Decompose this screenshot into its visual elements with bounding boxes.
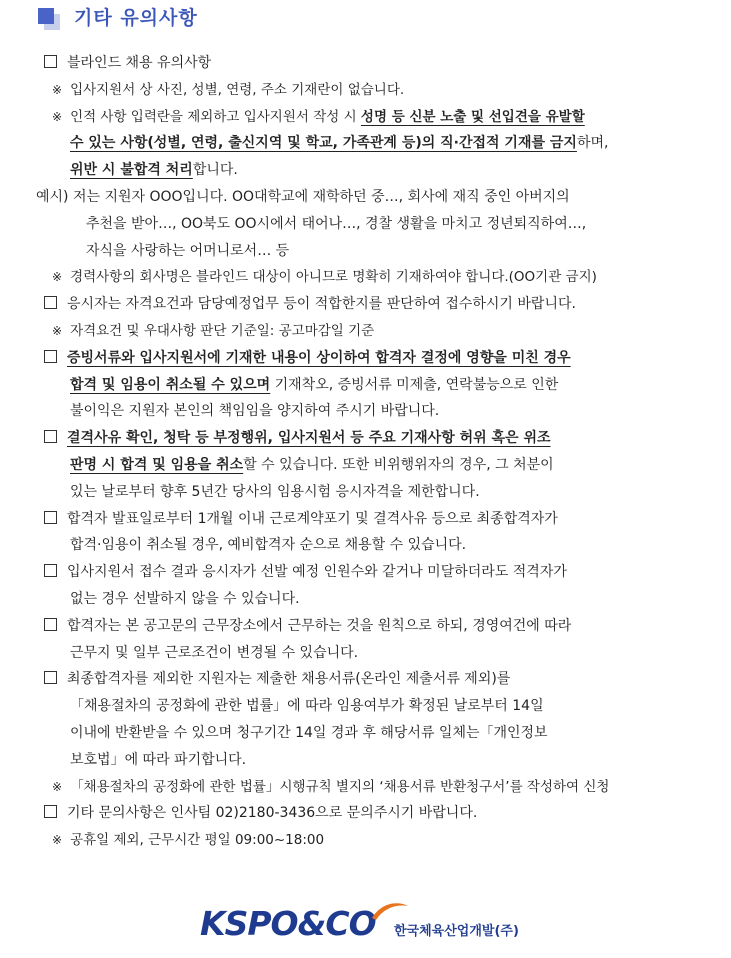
emphasis-text: 합격 및 임용이 취소될 수 있으며 (70, 376, 271, 393)
list-item: 합격자는 본 공고문의 근무장소에서 근무하는 것을 원칙으로 하되, 경영여건에 따라 (44, 613, 704, 640)
list-item: 기타 문의사항은 인사팀 02)2180-3436으로 문의주시기 바랍니다. (44, 800, 704, 827)
checkbox-icon (44, 430, 57, 443)
note-line-continued: 위반 시 불합격 처리합니다. (70, 162, 238, 179)
note-line-continued: 수 있는 사항(성별, 연령, 출신지역 및 학교, 가족관계 등)의 직·간접적 기재를 금지하며, (70, 135, 609, 152)
company-logo (200, 900, 540, 950)
checkbox-icon (44, 55, 57, 68)
emphasis-text: 판명 시 합격 및 임용을 취소 (70, 456, 244, 473)
reference-mark-icon: ※ (52, 833, 63, 848)
note-line: ※ 자격요건 및 우대사항 판단 기준일: 공고마감일 기준 (52, 322, 375, 339)
checkbox-icon (44, 671, 57, 684)
list-item-continued: 이내에 반환받을 수 있으며 청구기간 14일 경과 후 해당서류 일체는「개인정보 (70, 724, 548, 741)
note-line: ※ 입사지원서 상 사진, 성별, 연령, 주소 기재란이 없습니다. (52, 81, 405, 98)
note-line: ※ 「채용절차의 공정화에 관한 법률」시행규칙 별지의 ‘채용서류 반환청구서’를 작성하여 신청 (52, 778, 610, 795)
reference-mark-icon: ※ (52, 270, 63, 285)
checkbox-icon (44, 564, 57, 577)
list-item-continued: 「채용절차의 공정화에 관한 법률」에 따라 임용여부가 확정된 날로부터 14일 (70, 698, 544, 715)
list-item: 입사지원서 접수 결과 응시자가 선발 예정 인원수와 같거나 미달하더라도 적격자가 (44, 559, 704, 586)
list-item-continued: 합격·임용이 취소될 경우, 예비합격자 순으로 채용할 수 있습니다. (70, 537, 467, 554)
list-item (44, 425, 704, 452)
emphasis-text: 결격사유 확인, 청탁 등 부정행위, 입사지원서 등 주요 기재사항 허위 혹은 위조 (67, 430, 551, 447)
example-line-continued: 자식을 사랑하는 어머니로서… 등 (86, 242, 290, 259)
reference-mark-icon: ※ (52, 109, 63, 124)
section-heading (38, 2, 198, 30)
brand-wordmark: KSPO&CO (200, 904, 376, 943)
heading-bullet-icon (38, 2, 62, 30)
note-line: ※ 경력사항의 회사명은 블라인드 대상이 아니므로 명확히 기재하여야 합니다.(OO기관 금지) (52, 269, 597, 286)
list-item: 최종합격자를 제외한 지원자는 제출한 채용서류(온라인 제출서류 제외)를 (44, 666, 704, 693)
checkbox-icon (44, 296, 57, 309)
list-item-continued: 불이익은 지원자 본인의 책임임을 양지하여 주시기 바랍니다. (70, 403, 440, 420)
note-line: ※ 공휴일 제외, 근무시간 평일 09:00~18:00 (52, 832, 325, 849)
section-title: 기타 유의사항 (74, 6, 198, 29)
list-item-continued: 근무지 및 일부 근로조건이 변경될 수 있습니다. (70, 644, 359, 661)
list-item-continued: 있는 날로부터 향후 5년간 당사의 임용시험 응시자격을 제한합니다. (70, 483, 480, 500)
emphasis-text: 성명 등 신분 노출 및 선입견을 유발할 (360, 108, 585, 125)
list-item: 응시자는 자격요건과 담당예정업무 등이 적합한지를 판단하여 접수하시기 바랍니다. (44, 291, 704, 318)
list-item (44, 345, 704, 372)
note-line: ※ 인적 사항 입력란을 제외하고 입사지원서 작성 시 성명 등 신분 노출 및 선입견을 유발할 (52, 108, 585, 125)
checkbox-icon (44, 511, 57, 524)
company-korean-name: 한국체육산업개발(주) (394, 924, 519, 939)
example-line-continued: 추천을 받아…, OO북도 OO시에서 태어나…, 경찰 생활을 마치고 정년퇴직하여…, (86, 215, 587, 232)
list-item: 블라인드 채용 유의사항 (44, 50, 704, 77)
list-item-continued: 없는 경우 선발하지 않을 수 있습니다. (70, 590, 300, 607)
reference-mark-icon: ※ (52, 779, 63, 794)
checkbox-icon (44, 618, 57, 631)
notice-body (36, 50, 704, 854)
swoosh-icon (370, 900, 410, 922)
reference-mark-icon: ※ (52, 323, 63, 338)
list-item: 합격자 발표일로부터 1개월 이내 근로계약포기 및 결격사유 등으로 최종합격자가 (44, 506, 704, 533)
checkbox-icon (44, 805, 57, 818)
example-line: 예시) 저는 지원자 OOO입니다. OO대학교에 재학하던 중…, 회사에 재직 중인 아버지의 (36, 188, 570, 205)
emphasis-text: 위반 시 불합격 처리 (70, 162, 193, 179)
emphasis-text: 수 있는 사항(성별, 연령, 출신지역 및 학교, 가족관계 등)의 직·간접적 기재를 금지 (70, 135, 577, 152)
list-item-continued: 보호법」에 따라 파기합니다. (70, 751, 247, 768)
emphasis-text: 증빙서류와 입사지원서에 기재한 내용이 상이하여 합격자 결정에 영향을 미친 경우 (67, 349, 571, 366)
reference-mark-icon: ※ (52, 82, 63, 97)
checkbox-icon (44, 350, 57, 363)
list-item-continued: 판명 시 합격 및 임용을 취소할 수 있습니다. 또한 비위행위자의 경우, 그 처분이 (70, 456, 554, 473)
list-item-continued: 합격 및 임용이 취소될 수 있으며 기재착오, 증빙서류 미제출, 연락불능으로 인한 (70, 376, 559, 393)
